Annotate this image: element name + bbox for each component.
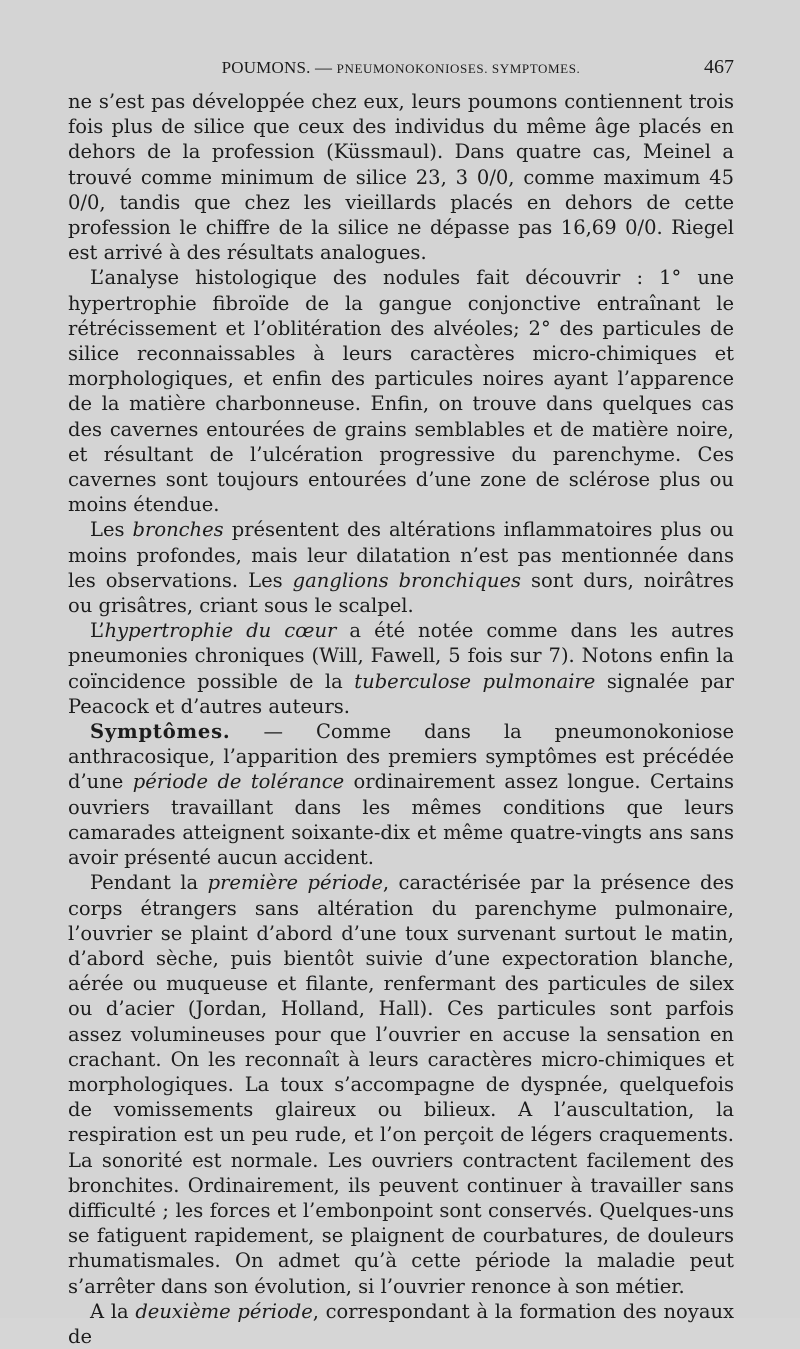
page-number: 467 xyxy=(704,56,734,78)
paragraph-histology xyxy=(68,265,734,517)
text-run: ne s’est pas développée chez eux, leurs poumons contiennent trois fois plus de silice que ceux des individus du même âge placés en dehors de la profession (Küssmaul). Dans quatre cas, Meinel a trouvé comme minimum de silice 23, 3 0/0, comme maximum 45 0/0, tandis que chez les vieillards placés en dehors de cette profession le chiffre de la silice ne dépasse pas 16,69 0/0. Riegel est arrivé à des résultats analogues. xyxy=(68,90,734,265)
section-title: PNEUMONOKONIOSES. SYMPTOMES. xyxy=(336,61,581,76)
text-run: L’analyse histologique des nodules fait découvrir : 1° une hypertrophie fibroïde de la gangue conjonctive entraînant le rétrécissement et l’oblitération des alvéoles; 2° des particules de silice reconnaissables à leurs caractères micro-chimiques et morphologiques, et enfin des particules noires ayant l’apparence de la matière charbonneuse. Enfin, on trouve dans quelques cas des cavernes entourées de grains semblables et de matière noire, et résultant de l’ulcération progressive du parenchyme. Ces cavernes sont toujours entourées d’une zone de sclérose plus ou moins étendue. xyxy=(68,266,734,517)
paragraph-continuation xyxy=(68,89,734,265)
paragraph-premiere-periode xyxy=(68,870,734,1298)
italic-term: période de tolérance xyxy=(132,770,345,794)
body-text xyxy=(68,89,734,1349)
text-run: L’ xyxy=(90,619,105,643)
paragraph-deuxieme-periode xyxy=(68,1299,734,1349)
text-run: ordinairement assez longue. Certains ouvriers travaillant dans les mêmes conditions que leurs camarades atteignent soixante-dix et même quatre-vingts ans sans avoir présenté aucun accident. xyxy=(68,770,734,870)
italic-term: hypertrophie du cœur xyxy=(104,619,337,643)
text-run: sont durs, noirâtres ou grisâtres, criant sous le scalpel. xyxy=(68,568,734,618)
running-head-title xyxy=(68,58,734,78)
paragraph-bronches xyxy=(68,517,734,618)
running-head xyxy=(68,54,734,82)
italic-term: deuxième période xyxy=(135,1299,313,1323)
text-run: Les xyxy=(90,518,133,542)
text-run: signalée par Peacock et d’autres auteurs. xyxy=(68,669,735,718)
head-separator: — xyxy=(315,58,333,77)
text-run: — Comme dans la pneumonokoniose anthracosique, l’apparition des premiers symptômes est précédée d’une xyxy=(68,720,734,794)
text-run: , correspondant à la formation des noyaux de xyxy=(68,1299,734,1348)
text-run: A la xyxy=(90,1299,136,1323)
text-run: , caractérisée par la présence des corps étrangers sans altération du parenchyme pulmonaire, l’ouvrier se plaint d’abord d’une toux survenant surtout le matin, d’abord sèche, puis bientôt suivie d’une expectoration blanche, aérée ou muqueuse et filante, renfermant des particules de silex ou d’acier (Jordan, Holland, Hall). Ces particules sont parfois assez volumineuses pour que l’ouvrier en accuse la sensation en crachant. On les reconnaît à leurs caractères micro-chimiques et morphologiques. La toux s’accompagne de dyspnée, quelquefois de vomissements glaireux ou bilieux. A l’auscultation, la respiration est un peu rude, et l’on perçoit de légers craquements. La sonorité est normale. Les ouvriers contractent facilement des bronchites. Ordinairement, ils peuvent continuer à travailler sans difficulté ; les forces et l’embonpoint sont conservés. Quelques-uns se fatiguent rapidement, se plaignent de courbatures, de douleurs rhumatismales. On admet qu’à cette période la maladie peut s’arrêter dans son évolution, si l’ouvrier renonce à son métier. xyxy=(68,871,734,1298)
italic-term: première période xyxy=(207,871,383,895)
italic-term: bronches xyxy=(132,518,224,542)
text-run: a été notée comme dans les autres pneumonies chroniques (Will, Fawell, 5 fois sur 7). Notons enfin la coïncidence possible de la xyxy=(68,619,735,693)
italic-term: tuberculose pulmonaire xyxy=(354,669,596,693)
section-heading: Symptômes. xyxy=(90,720,231,744)
italic-term: ganglions bronchiques xyxy=(292,568,522,592)
text-run: présentent des altérations inflammatoires plus ou moins profondes, mais leur dilatation n’est pas mentionnée dans les observations. Les xyxy=(68,518,734,592)
chapter-title: POUMONS. xyxy=(221,58,311,77)
paragraph-coeur xyxy=(68,618,734,719)
paragraph-symptomes xyxy=(68,719,734,870)
text-run: Pendant la xyxy=(90,871,208,895)
